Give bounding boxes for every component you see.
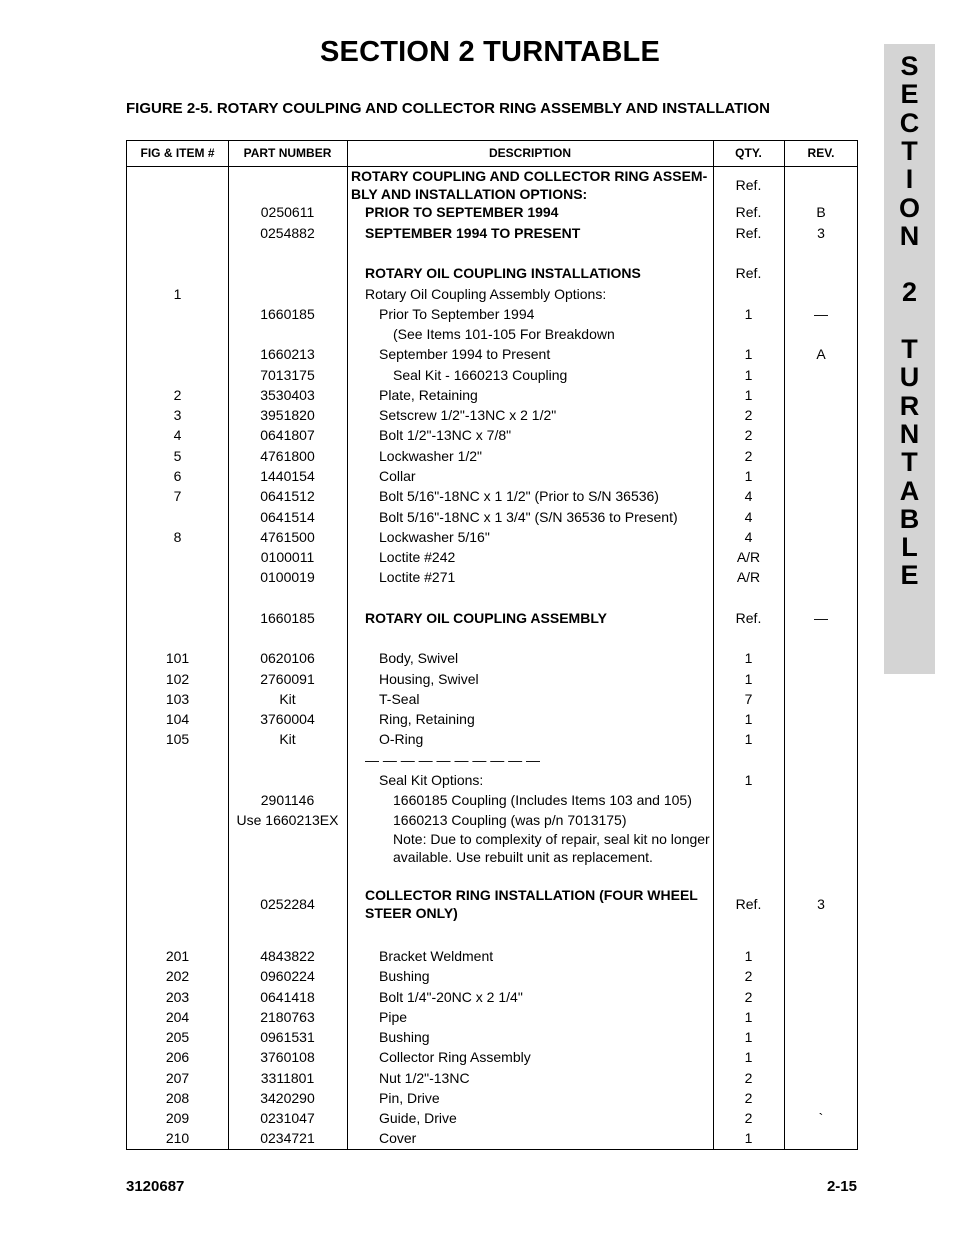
fig-item-cell: 2 xyxy=(173,387,182,403)
description-line: Guide, Drive xyxy=(379,1110,457,1126)
description-cell xyxy=(379,648,458,668)
part-number-cell: 2180763 xyxy=(260,1009,315,1025)
section-title: SECTION 2 TURNTABLE xyxy=(320,36,660,68)
part-number-cell: 2901146 xyxy=(260,792,315,808)
description-line: (See Items 101-105 For Breakdown xyxy=(393,326,615,342)
table-row xyxy=(127,1007,857,1027)
description-line: Prior To September 1994 xyxy=(379,306,535,322)
qty-cell: 1 xyxy=(744,948,753,964)
description-line: available. Use rebuilt unit as replacement. xyxy=(393,849,653,865)
table-row xyxy=(127,167,857,203)
fig-item-cell: 208 xyxy=(165,1090,190,1106)
table-row xyxy=(127,324,857,344)
description-cell xyxy=(379,304,534,324)
table-row xyxy=(127,608,857,628)
part-number-cell: 0960224 xyxy=(260,968,315,984)
rev-cell: A xyxy=(816,346,826,362)
fig-item-cell: 204 xyxy=(165,1009,190,1025)
description-line: Nut 1/2"-13NC xyxy=(379,1070,470,1086)
qty-cell: 1 xyxy=(744,1009,753,1025)
qty-cell: Ref. xyxy=(735,265,762,281)
side-tab-letter: T xyxy=(901,334,918,364)
table-row xyxy=(127,770,857,790)
part-number-cell: 1660213 xyxy=(260,346,315,362)
side-tab-letter: N xyxy=(899,220,920,251)
description-line: Bolt 5/16"-18NC x 1 1/2" (Prior to S/N 36536) xyxy=(379,488,659,504)
table-row xyxy=(127,987,857,1007)
description-cell xyxy=(379,729,423,749)
side-tab-letter: R xyxy=(899,390,920,421)
description-cell xyxy=(379,486,659,506)
table-row xyxy=(127,365,857,385)
fig-item-cell: 1 xyxy=(173,286,182,302)
qty-cell: 2 xyxy=(744,968,753,984)
qty-cell: 4 xyxy=(744,488,753,504)
description-cell xyxy=(379,1128,416,1148)
fig-item-cell: 6 xyxy=(173,468,182,484)
qty-cell: 4 xyxy=(744,529,753,545)
table-row xyxy=(127,946,857,966)
part-number-cell: 3311801 xyxy=(260,1070,315,1086)
table-row xyxy=(127,405,857,425)
description-cell xyxy=(379,385,478,405)
part-number-cell: 0100011 xyxy=(260,549,315,565)
description-line: ROTARY COUPLING AND COLLECTOR RING ASSEM- xyxy=(351,168,708,184)
side-tab-letter: C xyxy=(899,107,920,138)
description-cell xyxy=(379,527,490,547)
description-line: 1660213 Coupling (was p/n 7013175) xyxy=(393,812,627,828)
description-line: Lockwasher 1/2" xyxy=(379,448,483,464)
fig-item-cell: 105 xyxy=(165,731,190,747)
side-tab-letter: 2 xyxy=(901,277,918,308)
description-line: Bolt 1/2"-13NC x 7/8" xyxy=(379,427,512,443)
description-cell xyxy=(393,365,567,385)
description-cell xyxy=(365,608,607,628)
rev-cell: B xyxy=(816,204,826,220)
part-number-cell: 0620106 xyxy=(260,650,315,666)
rev-cell: — xyxy=(814,610,828,626)
side-tab-letter: U xyxy=(899,362,920,393)
figure-title: FIGURE 2-5. ROTARY COULPING AND COLLECTOR RING ASSEMBLY AND INSTALLATION xyxy=(126,100,770,117)
table-row xyxy=(127,304,857,324)
description-line: Bushing xyxy=(379,968,430,984)
side-tab-letter: E xyxy=(900,79,919,110)
part-number-cell: 0234721 xyxy=(260,1130,315,1146)
description-line: Bolt 1/4"-20NC x 2 1/4" xyxy=(379,989,523,1005)
description-line: Cover xyxy=(379,1130,417,1146)
table-row xyxy=(127,750,857,770)
description-cell xyxy=(393,790,692,810)
description-line: September 1994 to Present xyxy=(379,346,551,362)
qty-cell: 1 xyxy=(744,387,753,403)
table-row xyxy=(127,223,857,243)
part-number-cell: 7013175 xyxy=(260,367,315,383)
part-number-cell: 3951820 xyxy=(260,407,315,423)
description-cell xyxy=(379,669,479,689)
table-row xyxy=(127,689,857,709)
fig-item-cell: 205 xyxy=(165,1029,190,1045)
description-line: Loctite #242 xyxy=(379,549,456,565)
part-number-cell: 0231047 xyxy=(260,1110,315,1126)
fig-item-cell: 207 xyxy=(165,1070,190,1086)
rev-cell: 3 xyxy=(817,896,825,912)
part-number-cell: 4843822 xyxy=(260,948,315,964)
table-row xyxy=(127,344,857,364)
part-number-cell: 0641418 xyxy=(260,989,315,1005)
description-cell xyxy=(393,810,627,830)
description-line: Ring, Retaining xyxy=(379,711,475,727)
fig-item-cell: 8 xyxy=(173,529,182,545)
qty-cell: 2 xyxy=(744,448,753,464)
side-tab-letter: A xyxy=(899,475,920,506)
document-number: 3120687 xyxy=(126,1178,185,1195)
description-cell xyxy=(379,344,550,364)
header-qty: QTY. xyxy=(735,146,762,160)
table-row xyxy=(127,709,857,729)
table-row xyxy=(127,446,857,466)
fig-item-cell: 201 xyxy=(165,948,190,964)
description-line: Loctite #271 xyxy=(379,569,456,585)
rev-cell: ` xyxy=(818,1110,824,1126)
header-description: DESCRIPTION xyxy=(488,146,571,160)
header-part-number: PART NUMBER xyxy=(243,146,332,160)
fig-item-cell: 209 xyxy=(165,1110,190,1126)
qty-cell: 1 xyxy=(744,772,753,788)
description-line: Bracket Weldment xyxy=(379,948,494,964)
qty-cell: Ref. xyxy=(735,177,762,193)
description-cell xyxy=(379,1047,531,1067)
description-line: Plate, Retaining xyxy=(379,387,478,403)
description-cell xyxy=(379,1108,457,1128)
description-line: Lockwasher 5/16" xyxy=(379,529,490,545)
description-cell xyxy=(379,709,475,729)
header-fig-item: FIG & ITEM # xyxy=(140,146,215,160)
qty-cell: 2 xyxy=(744,1110,753,1126)
part-number-cell: 4761500 xyxy=(260,529,315,545)
table-row xyxy=(127,669,857,689)
qty-cell: 7 xyxy=(744,691,753,707)
description-cell xyxy=(379,567,455,587)
description-cell xyxy=(365,886,698,922)
description-line: — — — — — — — — — — xyxy=(365,752,541,768)
rev-cell: — xyxy=(814,306,828,322)
part-number-cell: 0250611 xyxy=(260,204,315,220)
side-tab-letter: S xyxy=(900,51,919,81)
description-line: Housing, Swivel xyxy=(379,671,479,687)
description-cell xyxy=(379,966,430,986)
header-rev: REV. xyxy=(807,146,835,160)
part-number-cell: 2760091 xyxy=(260,671,315,687)
table-row xyxy=(127,810,857,830)
description-cell xyxy=(379,1068,470,1088)
description-line: SEPTEMBER 1994 TO PRESENT xyxy=(365,225,581,241)
description-cell xyxy=(365,284,606,304)
description-line: BLY AND INSTALLATION OPTIONS: xyxy=(351,186,588,202)
part-number-cell: 3530403 xyxy=(260,387,315,403)
qty-cell: 1 xyxy=(744,367,753,383)
description-line: Bushing xyxy=(379,1029,430,1045)
part-number-cell: Kit xyxy=(279,731,296,747)
qty-cell: 2 xyxy=(744,1090,753,1106)
description-cell xyxy=(379,1088,440,1108)
qty-cell: Ref. xyxy=(735,610,762,626)
description-cell xyxy=(379,425,511,445)
part-number-cell: 0961531 xyxy=(260,1029,315,1045)
qty-cell: Ref. xyxy=(735,225,762,241)
part-number-cell: 0252284 xyxy=(260,896,315,912)
table-row xyxy=(127,729,857,749)
part-number-cell: 3760108 xyxy=(260,1049,315,1065)
description-line: 1660185 Coupling (Includes Items 103 and 105) xyxy=(393,792,692,808)
fig-item-cell: 104 xyxy=(165,711,190,727)
qty-cell: 1 xyxy=(744,650,753,666)
description-cell xyxy=(379,547,455,567)
part-number-cell: 4761800 xyxy=(260,448,315,464)
table-row xyxy=(127,466,857,486)
description-cell xyxy=(365,202,558,222)
description-line: Note: Due to complexity of repair, seal kit no longer xyxy=(393,831,710,847)
description-cell xyxy=(379,466,416,486)
qty-cell: A/R xyxy=(736,549,761,565)
description-line: COLLECTOR RING INSTALLATION (FOUR WHEEL xyxy=(365,887,698,903)
description-cell xyxy=(379,405,556,425)
description-line: Body, Swivel xyxy=(379,650,459,666)
description-cell xyxy=(379,770,483,790)
description-line: ROTARY OIL COUPLING ASSEMBLY xyxy=(365,610,607,626)
table-row xyxy=(127,1088,857,1108)
part-number-cell: 1660185 xyxy=(260,306,315,322)
table-row xyxy=(127,1108,857,1128)
qty-cell: 1 xyxy=(744,731,753,747)
part-number-cell: 0641514 xyxy=(260,509,315,525)
part-number-cell: 0641512 xyxy=(260,488,315,504)
table-row xyxy=(127,1027,857,1047)
table-row xyxy=(127,790,857,810)
fig-item-cell: 103 xyxy=(165,691,190,707)
table-row xyxy=(127,1128,857,1148)
description-cell xyxy=(379,507,678,527)
qty-cell: 2 xyxy=(744,1070,753,1086)
table-row xyxy=(127,1047,857,1067)
side-tab-letter: O xyxy=(898,192,920,223)
qty-cell: A/R xyxy=(736,569,761,585)
side-tab-letter: L xyxy=(901,532,918,563)
qty-cell: 1 xyxy=(744,306,753,322)
table-row xyxy=(127,284,857,304)
description-cell xyxy=(379,1027,430,1047)
description-cell xyxy=(379,946,493,966)
side-tab-letter: T xyxy=(901,135,918,166)
rev-cell: 3 xyxy=(817,225,825,241)
description-line: Pin, Drive xyxy=(379,1090,440,1106)
fig-item-cell: 210 xyxy=(165,1130,190,1146)
description-cell xyxy=(365,750,540,770)
qty-cell: Ref. xyxy=(735,204,762,220)
table-row xyxy=(127,202,857,222)
description-line: PRIOR TO SEPTEMBER 1994 xyxy=(365,204,559,220)
qty-cell: 1 xyxy=(744,1029,753,1045)
side-tab-letter: B xyxy=(899,503,920,534)
table-row xyxy=(127,425,857,445)
parts-table xyxy=(126,140,858,1150)
fig-item-cell: 102 xyxy=(165,671,190,687)
side-tab-letter: E xyxy=(900,560,919,591)
table-row xyxy=(127,648,857,668)
description-cell xyxy=(365,263,641,283)
description-cell xyxy=(393,830,710,866)
part-number-cell: 3760004 xyxy=(260,711,315,727)
qty-cell: 1 xyxy=(744,468,753,484)
table-row xyxy=(127,567,857,587)
part-number-cell: Kit xyxy=(279,691,296,707)
description-line: Rotary Oil Coupling Assembly Options: xyxy=(365,286,607,302)
description-line: Setscrew 1/2"-13NC x 2 1/2" xyxy=(379,407,557,423)
qty-cell: 1 xyxy=(744,671,753,687)
description-cell xyxy=(351,167,707,203)
description-cell xyxy=(379,1007,407,1027)
part-number-cell: 3420290 xyxy=(260,1090,315,1106)
description-cell xyxy=(365,223,580,243)
description-cell xyxy=(379,987,523,1007)
qty-cell: 2 xyxy=(744,427,753,443)
fig-item-cell: 3 xyxy=(173,407,182,423)
part-number-cell: 1440154 xyxy=(260,468,315,484)
description-cell xyxy=(379,446,482,466)
qty-cell: 1 xyxy=(744,1130,753,1146)
description-line: STEER ONLY) xyxy=(365,905,458,921)
part-number-cell: 0100019 xyxy=(260,569,315,585)
description-cell xyxy=(393,324,615,344)
fig-item-cell: 202 xyxy=(165,968,190,984)
part-number-cell: 0254882 xyxy=(260,225,315,241)
table-row xyxy=(127,886,857,922)
description-cell xyxy=(379,689,419,709)
qty-cell: 1 xyxy=(744,1049,753,1065)
table-row xyxy=(127,1068,857,1088)
description-line: ROTARY OIL COUPLING INSTALLATIONS xyxy=(365,265,641,281)
table-row xyxy=(127,830,857,866)
qty-cell: 4 xyxy=(744,509,753,525)
page-number: 2-15 xyxy=(826,1178,857,1195)
fig-item-cell: 203 xyxy=(165,989,190,1005)
table-row xyxy=(127,385,857,405)
description-line: Pipe xyxy=(379,1009,408,1025)
description-line: T-Seal xyxy=(379,691,420,707)
table-row xyxy=(127,547,857,567)
fig-item-cell: 206 xyxy=(165,1049,190,1065)
table-row xyxy=(127,486,857,506)
description-line: Seal Kit Options: xyxy=(379,772,484,788)
qty-cell: 2 xyxy=(744,989,753,1005)
qty-cell: Ref. xyxy=(735,896,762,912)
description-line: O-Ring xyxy=(379,731,424,747)
description-line: Bolt 5/16"-18NC x 1 3/4" (S/N 36536 to Present) xyxy=(379,509,678,525)
side-tab-letter: T xyxy=(901,447,918,478)
table-row xyxy=(127,507,857,527)
description-line: Collar xyxy=(379,468,416,484)
qty-cell: 1 xyxy=(744,346,753,362)
fig-item-cell: 101 xyxy=(165,650,190,666)
section-side-tab xyxy=(884,44,935,674)
fig-item-cell: 5 xyxy=(173,448,182,464)
part-number-cell: 1660185 xyxy=(260,610,315,626)
side-tab-letter: I xyxy=(905,164,914,195)
table-row xyxy=(127,966,857,986)
part-number-cell: Use 1660213EX xyxy=(236,812,339,828)
qty-cell: 1 xyxy=(744,711,753,727)
qty-cell: 2 xyxy=(744,407,753,423)
description-line: Collector Ring Assembly xyxy=(379,1049,531,1065)
side-tab-letter: N xyxy=(899,418,920,449)
fig-item-cell: 7 xyxy=(173,488,182,504)
fig-item-cell: 4 xyxy=(173,427,182,443)
table-row xyxy=(127,263,857,283)
table-row xyxy=(127,527,857,547)
description-line: Seal Kit - 1660213 Coupling xyxy=(393,367,568,383)
part-number-cell: 0641807 xyxy=(260,427,315,443)
